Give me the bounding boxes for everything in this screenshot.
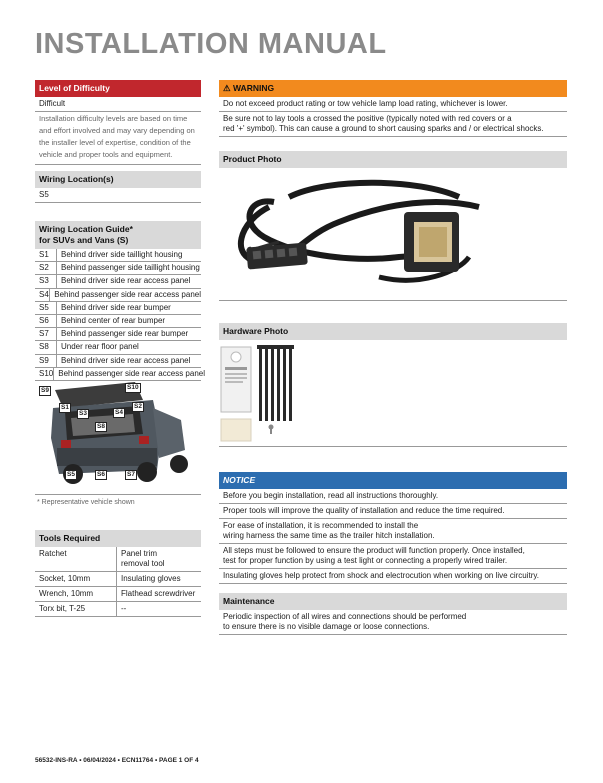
vehicle-label: S9 [41, 387, 49, 394]
wiring-guide-header [35, 221, 201, 249]
hardware-photo [219, 339, 567, 447]
vehicle-label: S6 [97, 471, 105, 478]
tool-name-col2 [117, 572, 201, 586]
tool-name: Wrench, 10mm [35, 587, 117, 601]
notice-line: All steps must be followed to ensure the product will function properly. Once installed, [223, 546, 525, 555]
wiring-guide-desc: Behind driver side rear bumper [61, 302, 171, 312]
tools-row [35, 572, 201, 587]
product-photo-section [219, 151, 567, 168]
wiring-guide-code: S6 [35, 315, 57, 327]
difficulty-desc-line: and effort involved and may vary depending on [39, 126, 195, 135]
wiring-guide-code: S9 [35, 355, 57, 367]
wiring-location-header: Wiring Location(s) [35, 171, 201, 188]
tools-row [35, 602, 201, 617]
wiring-guide-desc: Behind driver side rear access panel [61, 355, 191, 365]
warning-line: Do not exceed product rating or tow vehicle lamp load rating, whichever is lower. [219, 97, 567, 112]
tool-name-col2 [117, 602, 201, 616]
difficulty-header: Level of Difficulty [35, 80, 201, 97]
wiring-guide-row [35, 249, 201, 262]
warning-line: Be sure not to lay tools a crossed the positive (typically noted with red covers or a red '+' symbol). This can cause a ground to short causing sparks and / or electrical shocks. [219, 112, 567, 137]
notice-line: test for proper function by using a test light or connecting a properly wired trailer. [223, 556, 508, 565]
wiring-guide-code: S5 [35, 302, 57, 314]
footer-text: 56532-INS-RA • 06/04/2024 • ECN11764 • PAGE 1 OF 4 [35, 757, 199, 764]
vehicle-label: S7 [127, 471, 135, 478]
wiring-guide-desc: Behind passenger side taillight housing [61, 263, 200, 273]
tools-header: Tools Required [35, 530, 201, 547]
vehicle-label: S3 [79, 410, 87, 417]
tools-section [35, 530, 201, 617]
tools-row [35, 587, 201, 602]
tool-name: Socket, 10mm [35, 572, 117, 586]
wiring-guide-code: S2 [35, 262, 57, 274]
wiring-guide-desc: Behind driver side rear access panel [61, 276, 191, 286]
vehicle-label: S4 [115, 409, 123, 416]
vehicle-label: S8 [97, 423, 105, 430]
tool-name-col2 [117, 587, 201, 601]
notice-item [219, 544, 567, 569]
wiring-guide-section [35, 221, 205, 381]
wiring-guide-code: S7 [35, 328, 57, 340]
vehicle-note: * Representative vehicle shown [35, 494, 201, 509]
notice-section [219, 472, 567, 584]
wiring-guide-desc: Behind passenger side rear bumper [61, 329, 189, 339]
wiring-guide-code: S8 [35, 341, 57, 353]
wiring-guide-row [35, 341, 201, 354]
wiring-harness-icon [219, 167, 567, 301]
vehicle-label: S2 [134, 403, 142, 410]
notice-line: Before you begin installation, read all instructions thoroughly. [223, 491, 439, 500]
tools-row [35, 547, 201, 572]
suv-rear-icon [35, 378, 201, 490]
wiring-guide-row [35, 315, 201, 328]
product-photo-header: Product Photo [219, 151, 567, 168]
wiring-guide-row [35, 328, 201, 341]
wiring-guide-desc: Under rear floor panel [61, 342, 139, 352]
wiring-guide-row [35, 355, 201, 368]
wiring-guide-desc: Behind center of rear bumper [61, 316, 166, 326]
wiring-guide-row [35, 302, 201, 315]
notice-item [219, 504, 567, 519]
notice-item [219, 489, 567, 504]
wiring-guide-desc: Behind driver side taillight housing [61, 250, 183, 259]
difficulty-desc-line: vehicle and proper tools and equipment. [39, 150, 173, 159]
warning-header: ⚠ WARNING [219, 80, 567, 97]
wiring-guide-row [35, 275, 201, 288]
wiring-location-section [35, 171, 201, 203]
wiring-guide-code: S3 [35, 275, 57, 287]
notice-line: For ease of installation, it is recommended to install the [223, 521, 419, 530]
notice-header: NOTICE [219, 472, 567, 489]
wiring-guide-header-line: for SUVs and Vans (S) [39, 235, 129, 245]
page-title: INSTALLATION MANUAL [35, 28, 387, 60]
warning-section [219, 80, 567, 137]
tool-name-line: -- [121, 604, 127, 613]
difficulty-desc-line: Installation difficulty levels are based on time [39, 114, 188, 123]
notice-item [219, 519, 567, 544]
tool-name-col2 [117, 547, 201, 571]
wiring-guide-header-line: Wiring Location Guide* [39, 224, 133, 234]
tool-name: Torx bit, T-25 [35, 602, 117, 616]
notice-line: Proper tools will improve the quality of installation and reduce the time required. [223, 506, 505, 515]
wiring-location-value: S5 [35, 188, 201, 203]
vehicle-label: S10 [127, 384, 139, 391]
notice-line: Insulating gloves help protect from shock and electrocution when working on live circuitry. [223, 571, 540, 580]
hardware-kit-icon [219, 339, 567, 447]
warning-icon: ⚠ [223, 83, 231, 93]
tool-name: Ratchet [35, 547, 117, 571]
tool-name-line: Panel trim [121, 549, 158, 558]
wiring-guide-desc: Behind passenger side rear access panel [54, 289, 201, 299]
maintenance-header: Maintenance [219, 593, 567, 610]
difficulty-section [35, 80, 201, 165]
difficulty-desc-line: the installer level of expertise, condition of the [39, 138, 191, 147]
wiring-guide-code: S10 [35, 368, 54, 380]
hardware-photo-section [219, 323, 567, 340]
wiring-guide-code: S1 [35, 249, 57, 261]
notice-item [219, 569, 567, 584]
wiring-guide-desc: Behind passenger side rear access panel [58, 368, 205, 378]
difficulty-level: Difficult [35, 97, 201, 112]
vehicle-label: S1 [61, 404, 69, 411]
product-photo [219, 167, 567, 301]
wiring-guide-row [35, 289, 201, 302]
vehicle-label: S5 [67, 471, 75, 478]
vehicle-illustration [35, 378, 201, 490]
maintenance-text: Periodic inspection of all wires and connections should be performed to ensure there is no visible damage or loose connections. [219, 610, 567, 635]
hardware-photo-header: Hardware Photo [219, 323, 567, 340]
tool-name-line: Flathead screwdriver [121, 589, 196, 598]
notice-line: wiring harness the same time as the trailer hitch installation. [223, 531, 435, 540]
wiring-guide-row [35, 262, 201, 275]
tool-name-line: removal tool [121, 559, 165, 568]
maintenance-section [219, 593, 567, 635]
tool-name-line: Insulating gloves [121, 574, 181, 583]
wiring-guide-code: S4 [35, 289, 50, 301]
